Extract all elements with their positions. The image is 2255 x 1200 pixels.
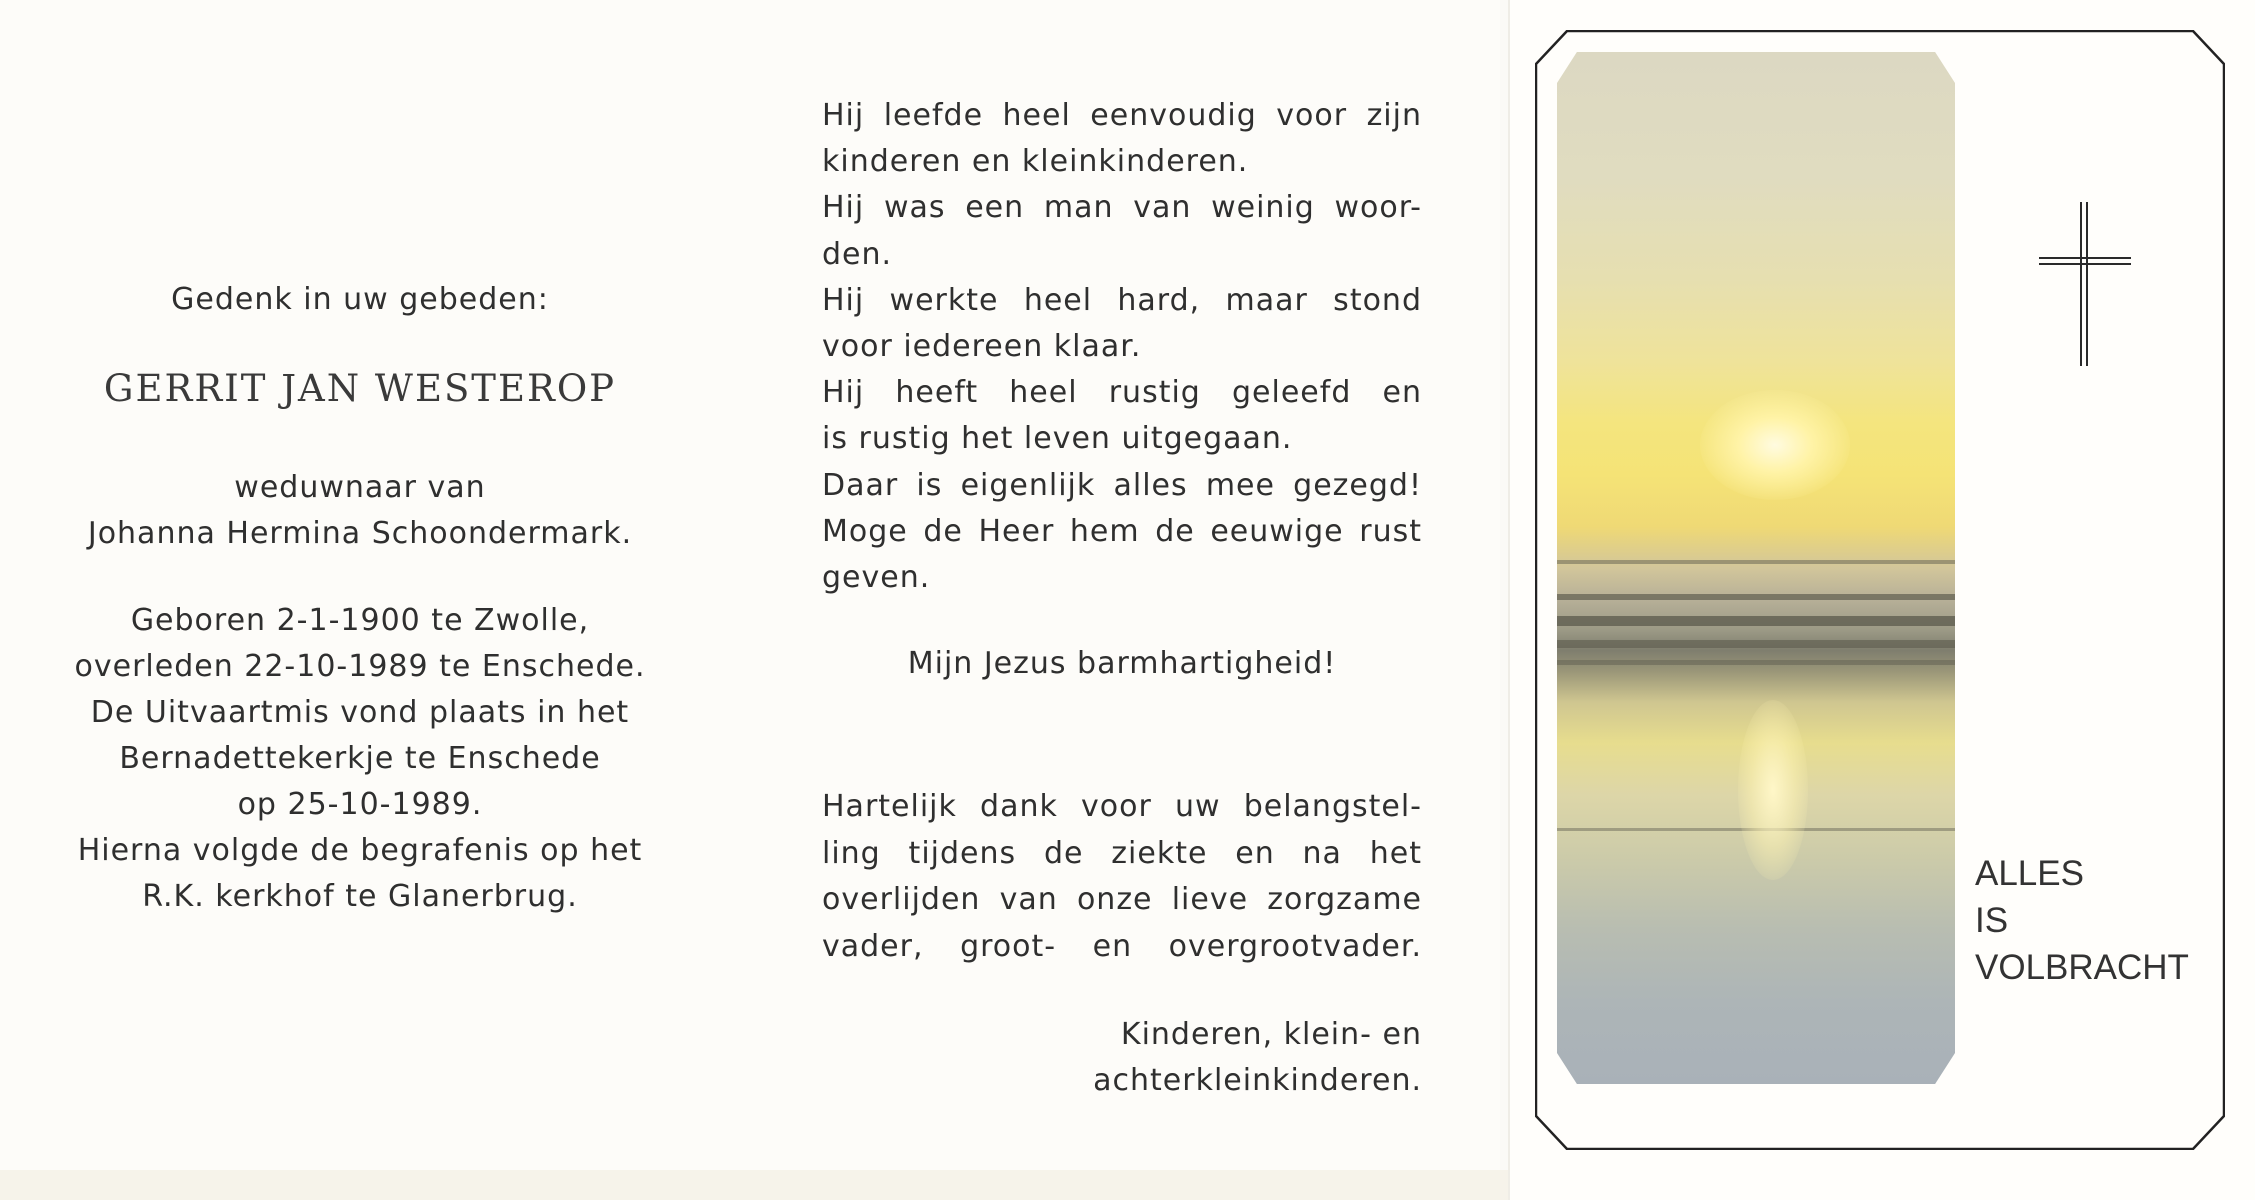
tribute-line: is rustig het leven uitgegaan.	[822, 421, 1293, 457]
tribute-line: geven.	[822, 560, 931, 596]
widower-block	[0, 465, 720, 557]
prayer-line: Mijn Jezus barmhartigheid!	[907, 646, 1337, 681]
wave-band	[1557, 594, 1955, 600]
tribute-line: Moge de Heer hem de eeuwige rust	[822, 513, 1422, 549]
sunset-over-sea-photo	[1557, 52, 1955, 1084]
church-line: Bernadettekerkje te Enschede	[119, 741, 601, 776]
signoff-line: Kinderen, klein- en	[1120, 1017, 1422, 1052]
funeral-mass-line: De Uitvaartmis vond plaats in het	[90, 695, 630, 730]
tribute-line: Hij heeft heel rustig geleefd en	[822, 375, 1422, 411]
birth-line: Geboren 2-1-1900 te Zwolle,	[130, 603, 590, 638]
cemetery-line: R.K. kerkhof te Glanerbrug.	[142, 879, 578, 914]
intro-text: Gedenk in uw gebeden:	[171, 282, 549, 317]
wave-band	[1557, 560, 1955, 564]
deceased-name: GERRIT JAN WESTEROP	[103, 367, 617, 410]
tribute-text	[822, 93, 1422, 601]
tribute-line: Daar is eigenlijk alles mee gezegd!	[822, 467, 1422, 503]
burial-line: Hierna volgde de begrafenis op het	[77, 833, 643, 868]
signoff-line: achterkleinkinderen.	[1093, 1063, 1422, 1098]
motto	[1975, 850, 2215, 991]
biography-block	[0, 598, 720, 920]
mass-date-line: op 25-10-1989.	[237, 787, 483, 822]
wave-band	[1557, 616, 1955, 626]
tribute-line: Hij werkte heel hard, maar stond	[822, 282, 1422, 318]
thanks-line: ling tijdens de ziekte en na het	[822, 835, 1422, 871]
spouse-name: Johanna Hermina Schoondermark.	[87, 516, 633, 551]
tribute-line: voor iedereen klaar.	[822, 329, 1142, 365]
thanks-text	[822, 784, 1422, 970]
motto-line: IS	[1975, 901, 2009, 940]
family-signoff	[822, 1012, 1422, 1104]
motto-line: ALLES	[1975, 854, 2084, 893]
sun-glow	[1700, 390, 1850, 500]
tribute-line: kinderen en kleinkinderen.	[822, 144, 1249, 180]
wave-band	[1557, 640, 1955, 648]
thanks-line: vader, groot- en overgrootvader.	[822, 928, 1422, 964]
tribute-line: den.	[822, 236, 893, 272]
motto-line: VOLBRACHT	[1975, 948, 2189, 987]
widower-line: weduwnaar van	[234, 470, 486, 505]
tribute-line: Hij was een man van weinig woor-	[822, 190, 1422, 226]
sun-reflection	[1738, 700, 1808, 880]
cross-icon	[2035, 200, 2135, 370]
wave-band	[1557, 660, 1955, 665]
tribute-line: Hij leefde heel eenvoudig voor zijn	[822, 98, 1422, 133]
card-bottom-edge	[0, 1170, 1508, 1200]
thanks-line: overlijden van onze lieve zorgzame	[822, 882, 1422, 917]
death-line: overleden 22-10-1989 te Enschede.	[74, 649, 646, 684]
thanks-line: Hartelijk dank voor uw belangstel-	[822, 789, 1422, 824]
left-panel	[0, 0, 760, 1170]
